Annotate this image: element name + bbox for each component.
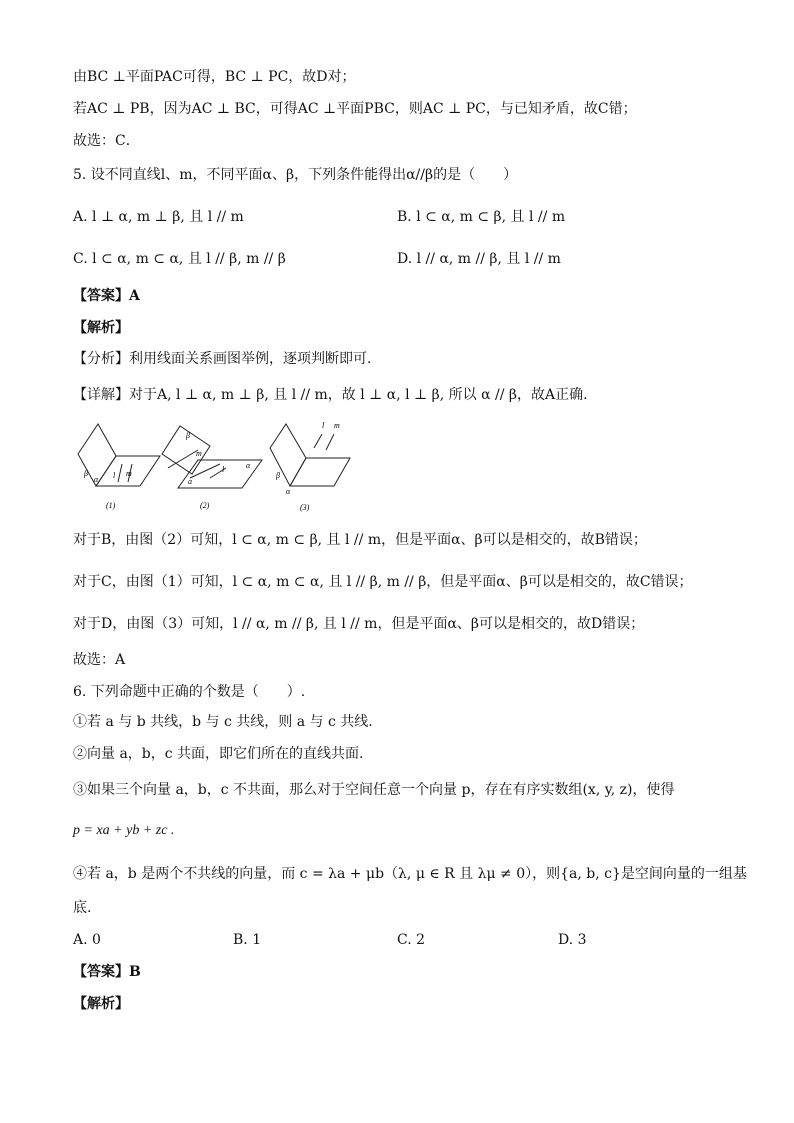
- figure-2-beta-label: β: [186, 431, 190, 440]
- question-6-option-b: B. 1: [233, 932, 262, 948]
- figure-3-l-label: l: [322, 421, 325, 430]
- figure-caption-1: (1): [106, 501, 116, 510]
- answer-6: 【答案】B: [73, 964, 141, 980]
- figure-3-beta-label: β: [276, 471, 280, 480]
- figure-3-alpha-label: α: [286, 487, 291, 496]
- figure-2-l-label: l: [222, 465, 225, 474]
- figure-1-l-label: l: [113, 471, 116, 480]
- question-5-option-a: A. l ⊥ α, m ⊥ β, 且 l // m: [73, 209, 244, 225]
- figure-3-m-label: m: [334, 421, 340, 430]
- question-6-option-d: D. 3: [558, 932, 587, 948]
- figure-caption-2: (2): [200, 501, 210, 510]
- text-line-bc-perp: 由BC ⊥平面PAC可得，BC ⊥ PC，故D对；: [73, 69, 356, 85]
- question-5-option-b: B. l ⊂ α, m ⊂ β, 且 l // m: [397, 209, 566, 225]
- figure-2-a-label: a: [188, 477, 192, 486]
- analysis-heading-6: 【解析】: [73, 996, 129, 1012]
- detail-5-b: 对于B，由图（2）可知，l ⊂ α, m ⊂ β, 且 l // m，但是平面α、β可以是相交的，故B错误；: [73, 532, 647, 548]
- answer-5: 【答案】A: [73, 288, 140, 304]
- question-5-option-d: D. l // α, m // β, 且 l // m: [397, 251, 561, 267]
- question-6: 6. 下列命题中正确的个数是（ ）.: [73, 684, 306, 700]
- detail-5-d: 对于D，由图（3）可知，l // α, m // β, 且 l // m，但是平面α、β可以是相交的，故D错误；: [73, 616, 645, 632]
- statement-3: ③如果三个向量 a，b，c 不共面，那么对于空间任意一个向量 p，存在有序实数组(x, y, z)，使得: [73, 782, 675, 798]
- question-6-option-c: C. 2: [397, 932, 426, 948]
- figure-2-m-label: m: [196, 449, 202, 458]
- detail-5-a: 【详解】对于A, l ⊥ α, m ⊥ β, 且 l // m，故 l ⊥ α, l ⊥ β, 所以 α // β，故A正确.: [73, 387, 588, 403]
- analysis-heading-5: 【解析】: [73, 320, 129, 336]
- statement-1: ①若 a 与 b 共线，b 与 c 共线，则 a 与 c 共线.: [73, 714, 373, 730]
- question-5-option-c: C. l ⊂ α, m ⊂ α, 且 l // β, m // β: [73, 251, 286, 267]
- statement-4-end: 底.: [73, 900, 92, 916]
- figure-1-alpha-label: α: [94, 475, 99, 484]
- text-line-answer-c: 故选：C．: [73, 133, 140, 149]
- figure-1-m-label: m: [126, 469, 132, 478]
- statement-3-formula: p = xa + yb + zc .: [73, 823, 175, 838]
- figure-2-alpha-label: α: [246, 461, 251, 470]
- statement-4: ④若 a，b 是两个不共线的向量，而 c = λa + μb（λ, μ ∈ R 且 λμ ≠ 0），则{a, b, c}是空间向量的一组基: [73, 866, 747, 882]
- text-line-ac-perp-pb: 若AC ⊥ PB，因为AC ⊥ BC，可得AC ⊥平面PBC，则AC ⊥ PC，与已知矛盾，故C错；: [73, 101, 637, 117]
- question-5: 5. 设不同直线l、m，不同平面α、β，下列条件能得出α//β的是（ ）: [73, 167, 518, 183]
- figure-caption-3: (3): [300, 503, 310, 512]
- plane-figures: [70, 416, 360, 516]
- question-6-option-a: A. 0: [73, 932, 101, 948]
- figure-1-beta-label: β: [84, 469, 88, 478]
- detail-5-c: 对于C，由图（1）可知，l ⊂ α, m ⊂ α, 且 l // β, m // β，但是平面α、β可以是相交的，故C错误；: [73, 574, 693, 590]
- select-5: 故选：A: [73, 652, 126, 668]
- analysis-5: 【分析】利用线面关系画图举例，逐项判断即可.: [73, 351, 372, 367]
- statement-2: ②向量 a，b，c 共面，即它们所在的直线共面.: [73, 746, 364, 762]
